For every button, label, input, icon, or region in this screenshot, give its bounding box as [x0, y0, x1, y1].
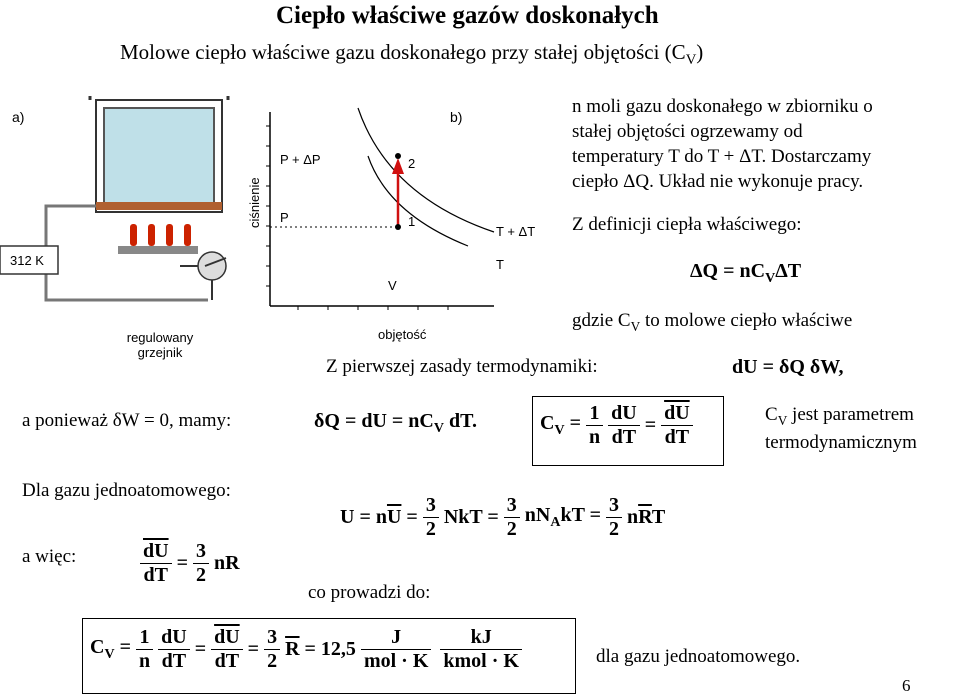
heater-label-1: regulowany — [126, 330, 194, 345]
cv-equation: $C_V$ = $\frac{1}{n}$ $\frac{dU}{dT}$ = $\frac{\overline{dU}}{dT}$ — [540, 402, 693, 449]
monoatomic-text: Dla gazu jednoatomowego: — [22, 480, 231, 501]
temperature-label: 312 K — [10, 253, 44, 268]
point-2-label: 2 — [408, 156, 416, 171]
eq-dQ: $\Delta Q = nC_V\Delta T$ — [690, 260, 802, 286]
isotherm-cold — [368, 156, 468, 246]
isotherm-cold-label: T — [496, 257, 504, 272]
u-equation: $U = n\overline{U}$ = $\frac{3}{2}$ NkT = $\frac{3}{2}$ $nN_AkT$ = $\frac{3}{2}$ $n\overline{R}T$ — [340, 494, 666, 540]
v-label: V — [388, 278, 397, 293]
intro-text: n moli gazu doskonałego w zbiorniku o stałej objętości ogrzewamy od temperatury T do T + ΔT. Dostarczamy ciepło ΔQ. Układ nie wykonuje pracy. — [572, 96, 873, 192]
heater-knob-icon — [198, 252, 226, 280]
heater-base — [118, 246, 198, 254]
wiec-text: a więc: — [22, 546, 77, 567]
page-number: 6 — [902, 676, 911, 695]
p-dp-label: P + ΔP — [280, 152, 321, 167]
tank-bottom — [96, 202, 222, 210]
pv-diagram — [238, 96, 538, 346]
gas-volume — [104, 108, 214, 206]
definition-text: Z definicji ciepła właściwego: — [572, 214, 802, 235]
panel-a-label: a) — [12, 109, 25, 125]
prowadzi-text: co prowadzi do: — [308, 582, 431, 603]
isotherm-hot — [358, 108, 494, 232]
heater-label-2: grzejnik — [137, 345, 183, 360]
p-label: P — [280, 210, 289, 225]
point-2 — [395, 153, 401, 159]
point-1-label: 1 — [408, 214, 416, 229]
poniewaz-text: a ponieważ δW = 0, mamy: — [22, 410, 232, 431]
panel-b-label: b) — [450, 109, 463, 125]
final-note: dla gazu jednoatomowego. — [596, 646, 801, 667]
gdzie-text: gdzie $C_V$ to molowe ciepło właściwe — [572, 310, 853, 334]
first-law-eq: dU = δQ δW, — [732, 356, 844, 378]
cv-param-text: $C_V$ jest parametrem termodynamicznym — [765, 404, 917, 453]
isotherm-hot-label: T + ΔT — [496, 224, 536, 239]
final-equation: $C_V$ = $\frac{1}{n}$ $\frac{dU}{dT}$ = $\frac{\overline{dU}}{dT}$ = $\frac{3}{2}$ $\overline{R} = 12,5$ $\frac{J}{\text{mol · K}}$ $\frac{kJ}{\text{kmol · K}}$ — [90, 626, 522, 673]
eq-dQ2: δQ = dU = $nC_V$ dT. — [314, 410, 477, 436]
x-axis-label: objętość — [378, 327, 427, 342]
heater-flames — [130, 224, 191, 246]
y-axis-label: ciśnienie — [247, 177, 262, 228]
wiec-equation: $\frac{\overline{dU}}{dT}$ = $\frac{3}{2}$ nR — [140, 540, 240, 587]
page-title: Ciepło właściwe gazów doskonałych — [276, 2, 659, 29]
first-law-text: Z pierwszej zasady termodynamiki: — [326, 356, 598, 377]
page-subtitle: Molowe ciepło właściwe gazu doskonałego przy stałej objętości $(C_V)$ — [120, 40, 704, 69]
